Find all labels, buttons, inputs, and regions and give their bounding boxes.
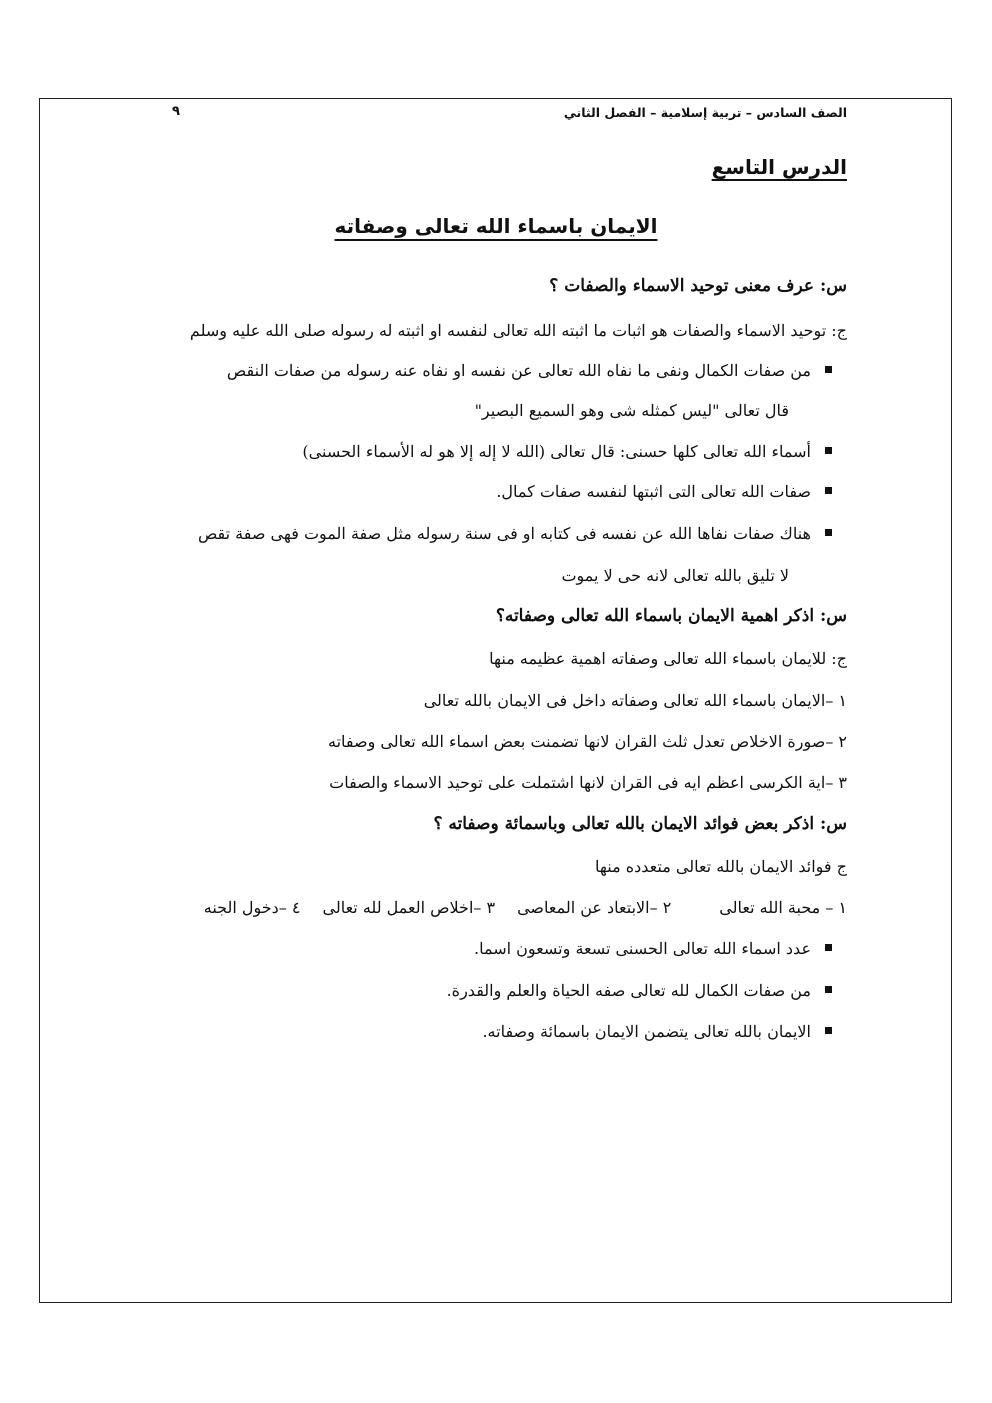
benefit-2: ٢ –الابتعاد عن المعاصى xyxy=(517,898,672,917)
bullet-square-icon xyxy=(825,944,832,951)
benefit-4: ٤ –دخول الجنه xyxy=(203,898,301,917)
bullet-text: صفات الله تعالى التى اثبتها لنفسه صفات كمال. xyxy=(496,482,811,501)
bullet-text: من صفات الكمال لله تعالى صفه الحياة والعلم والقدرة. xyxy=(446,981,811,1000)
list-item xyxy=(474,938,847,960)
question-1: س: عرف معنى توحيد الاسماء والصفات ؟ xyxy=(549,276,847,296)
question-2: س: اذكر اهمية الايمان باسماء الله تعالى وصفاته؟ xyxy=(495,606,847,626)
answer-3: ج فوائد الايمان بالله تعالى متعدده منها xyxy=(595,857,847,876)
bullet-square-icon xyxy=(825,487,832,494)
question-3: س: اذكر بعض فوائد الايمان بالله تعالى وباسمائة وصفاته ؟ xyxy=(433,814,847,834)
list-item xyxy=(198,523,847,545)
bullet-text: أسماء الله تعالى كلها حسنى: قال تعالى (الله لا إله إلا هو له الأسماء الحسنى) xyxy=(302,442,811,461)
importance-item-3: ٣ –اية الكرسى اعظم ايه فى القران لانها اشتملت على توحيد الاسماء والصفات xyxy=(329,773,847,792)
benefit-3: ٣ –اخلاص العمل لله تعالى xyxy=(322,898,496,917)
page-number: ٩ xyxy=(172,104,180,119)
list-item xyxy=(482,1021,847,1043)
bullet-text: هناك صفات نفاها الله عن نفسه فى كتابه او فى سنة رسوله مثل صفة الموت فهى صفة تقص xyxy=(197,524,811,543)
answer-2: ج: للايمان باسماء الله تعالى وصفاته اهمية عظيمه منها xyxy=(489,649,847,668)
list-item xyxy=(302,441,847,463)
importance-item-1: ١ –الايمان باسماء الله تعالى وصفاته داخل فى الايمان بالله تعالى xyxy=(423,691,847,710)
bullet-square-icon xyxy=(825,366,832,373)
bullet-square-icon xyxy=(825,529,832,536)
main-title-text: الايمان باسماء الله تعالى وصفاته xyxy=(334,214,658,238)
list-item xyxy=(496,481,847,503)
bullet-square-icon xyxy=(825,447,832,454)
answer-1: ج: توحيد الاسماء والصفات هو اثبات ما اثبته الله تعالى لنفسه او اثبته له رسوله صلى الله عليه وسلم xyxy=(189,321,847,340)
benefit-1: ١ – محبة الله تعالى xyxy=(719,898,847,917)
importance-item-2: ٢ –صورة الاخلاص تعدل ثلث القران لانها تضمنت بعض اسماء الله تعالى وصفاته xyxy=(327,732,847,751)
lesson-title: الدرس التاسع xyxy=(711,155,847,179)
bullet-continuation: لا تليق بالله تعالى لانه حى لا يموت xyxy=(561,566,789,585)
bullet-text: عدد اسماء الله تعالى الحسنى تسعة وتسعون اسما. xyxy=(474,939,811,958)
bullet-text: من صفات الكمال ونفى ما نفاه الله تعالى عن نفسه او نفاه عنه رسوله من صفات النقص xyxy=(226,361,811,380)
main-title xyxy=(0,214,992,238)
bullet-square-icon xyxy=(825,1027,832,1034)
header-title: الصف السادس – تربية إسلامية – الفصل الثاني xyxy=(563,105,847,120)
bullet-text: الايمان بالله تعالى يتضمن الايمان باسمائة وصفاته. xyxy=(482,1022,811,1041)
list-item xyxy=(447,980,847,1002)
bullet-square-icon xyxy=(825,986,832,993)
bullet-continuation: قال تعالى "ليس كمثله شى وهو السميع البصير" xyxy=(474,401,789,420)
benefits-row xyxy=(204,897,847,919)
list-item xyxy=(227,360,847,382)
